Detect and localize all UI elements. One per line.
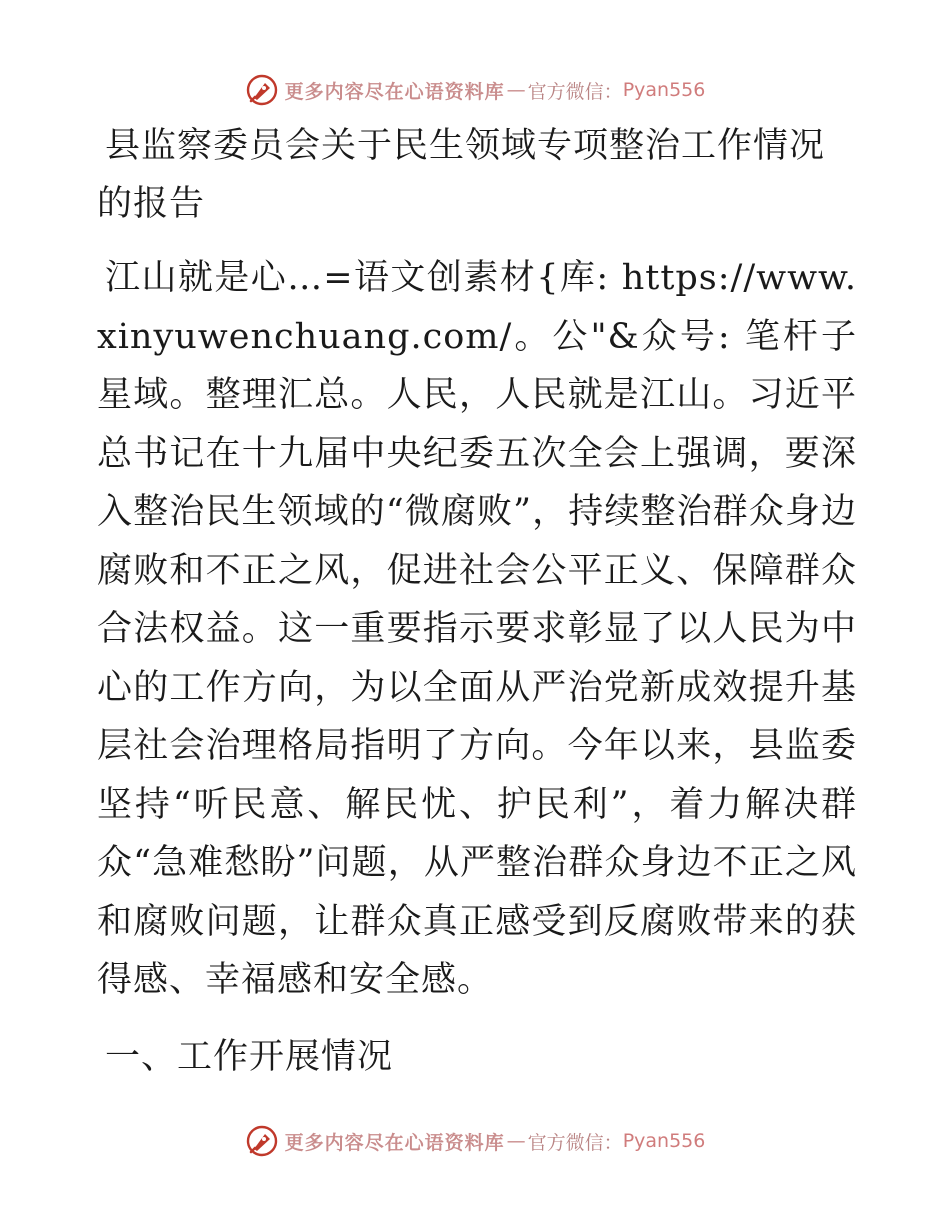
document-paragraph: 江山就是心…=语文创素材{库: https://www.xinyuwenchuang.com/。公"&众号: 笔杆子星域。整理汇总。人民，人民就是江山。习近平总书记在十九届中央纪委五次全会上强调，要深入整治民生领域的“微腐败”，持续整治群众身边腐败和不正之风，促进社会公平正义、保障群众合法权益。这一重要指示要求彰显了以人民为中心的工作方向，为以全面从严治党新成效提升基层社会治理格局指明了方向。今年以来，县监委坚持“听民意、解民忧、护民利”，着力解决群众“急难愁盼”问题，从严整治群众身边不正之风和腐败问题，让群众真正感受到反腐败带来的获得感、幸福感和安全感。 [97,258,857,1000]
document-title: 县监察委员会关于民生领域专项整治工作情况的报告 [97,126,826,224]
banner-separator: — [506,1130,526,1152]
banner-main-text: 更多内容尽在心语资料库 [284,80,505,103]
banner-main-text: 更多内容尽在心语资料库 [284,1131,505,1154]
banner-sub-text: 官方微信： [527,1131,623,1154]
footer-watermark-banner [0,1121,950,1161]
banner-wechat-handle: Pyan556 [622,79,706,101]
banner-sub-text: 官方微信： [527,80,623,103]
banner-wechat-handle: Pyan556 [622,1130,706,1152]
pen-nib-logo-icon [245,73,279,107]
header-watermark-banner [0,70,950,110]
pen-nib-logo-icon [245,1124,279,1158]
section-heading: 一、工作开展情况 [105,1036,394,1077]
banner-separator: — [506,79,526,101]
document-body [97,117,857,1086]
